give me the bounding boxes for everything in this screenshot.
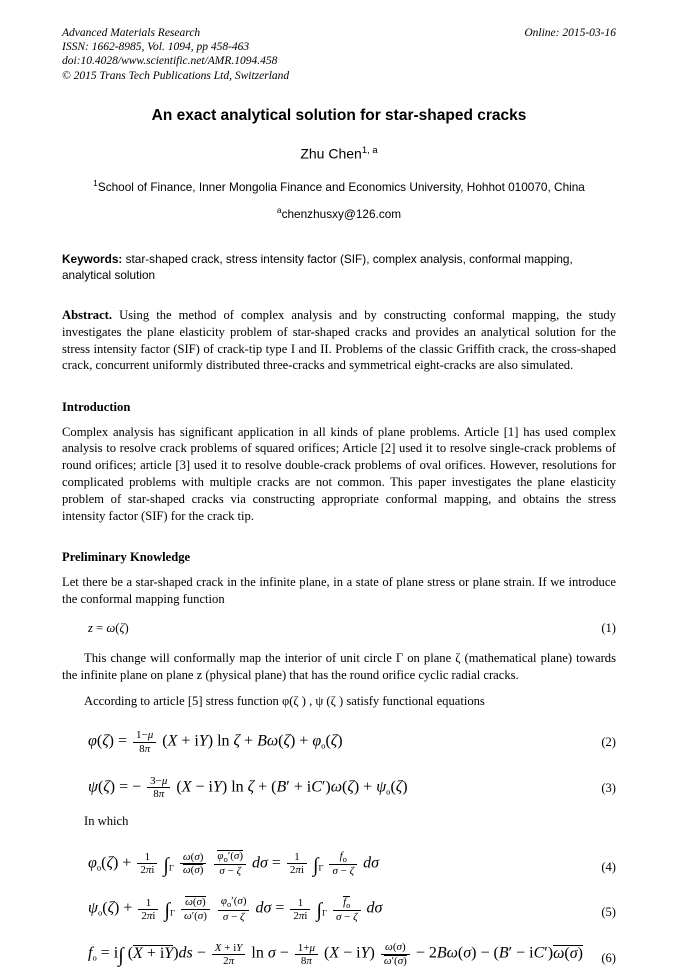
equation-1-row [62,621,616,641]
equation-5-number: (5) [601,905,616,920]
equation-5-row [62,895,616,923]
section-heading-introduction: Introduction [62,399,131,414]
preliminary-paragraph: Let there be a star-shaped crack in the infinite plane, in a state of plane stress or plane strain. If we introduce the conformal mapping function [62,575,616,607]
section-heading-preliminary: Preliminary Knowledge [62,550,191,565]
paragraph-after-eq1-a: This change will conformally map the interior of unit circle Γ on plane ζ (mathematical plane) towards the infinite plane on plane z (physical plane) that has the round orifice cyclic radial cracks. [62,651,616,682]
online-date: Online: 2015-03-16 [524,27,616,39]
equation-1-body: z = ω(ζ) [88,621,129,636]
equation-2-number: (2) [601,735,616,750]
equation-6-number: (6) [601,951,616,966]
equation-5-body: $\psi_o(\zeta)$ + $\frac{1}{2\pi i}$ $\int_\Gamma$ $\frac{\omega(\sigma)}{\omega'(\sigma)}$ $\frac{\varphi_o'(\sigma)}{\sigma - \zeta}$ dσ = $\frac{1}{2\pi i}$ $\int_\Gamma$ $\frac{f_o}{\sigma - \zeta}$ dσ [88,895,383,924]
journal-name: Advanced Materials Research [62,27,201,39]
author-line [62,145,616,162]
paragraph-after-eq1-b: According to article [5] stress function φ(ζ ) , ψ (ζ ) satisfy functional equations [84,693,485,708]
affiliation-text: School of Finance, Inner Mongolia Finance and Economics University, Hohhot 010070, China [97,180,585,195]
equation-4-row [62,850,616,878]
affiliation-marker: 1 [93,178,98,189]
equation-3-number: (3) [601,781,616,796]
equation-2-row [62,729,616,755]
equation-6-row [62,941,616,967]
abstract-label: Abstract. [62,308,113,323]
keywords-block [62,251,616,283]
equation-4-number: (4) [601,859,616,874]
affiliation-line [62,178,616,194]
equation-2-body: φ(ζ) = $\frac{1-\mu}{8\pi}$ (X + iY) $\ln \zeta + B\omega(\zeta) + \varphi_o(\zeta)$ [88,729,343,755]
introduction-paragraph: Complex analysis has significant application in all kinds of plane problems. Article [1] has used complex analysis to resolve crack problems of squared orifices; Article [2] used it to resolve single-crack problems of round orifices; article [3] used it to resolve double-crack problems of oval orifices. However, resolutions for complicated problems with multiple cracks are not common. This paper investigates the plane elasticity problem of star-shaped cracks via constructing appropriate conformal mapping, and obtains the stress intensity factor (SIF) for the crack tip. [62,424,616,523]
issn-line: ISSN: 1662-8985, Vol. 1094, pp 458-463 [62,41,250,54]
abstract-block [62,307,616,373]
equation-3-row [62,775,616,801]
abstract-text: Using the method of complex analysis and by constructing conformal mapping, the study investigates the plane elasticity problem of star-shaped cracks and provides an analytical solution for the stress intensity factor (SIF) of crack-tip type I and II. Problems of the classic Griffith crack, the cross-shaped crack, concurrent uniformly distributed three-cracks and symmetrical eight-cracks are also simulated. [62,308,616,373]
in-which-text: In which [84,813,129,828]
equation-4-body: $\varphi_o(\zeta)$ + $\frac{1}{2\pi i}$ $\int_\Gamma$ $\frac{\omega(\sigma)}{\omega(\sigma)}$ $\frac{\varphi_o'(\sigma)}{\sigma - \zeta}$ dσ = $\frac{1}{2\pi i}$ $\int_\Gamma$ $\frac{f_o}{\sigma - \zeta}$ dσ [88,849,379,878]
equation-1-number: (1) [601,621,616,636]
email-line [62,205,616,221]
keywords-text: star-shaped crack, stress intensity factor (SIF), complex analysis, conformal mapping, analytical solution [62,252,573,283]
doi-line: doi:10.4028/www.scientific.net/AMR.1094.458 [62,55,278,68]
keywords-label: Keywords: [62,252,123,267]
copyright-line: © 2015 Trans Tech Publications Ltd, Switzerland [62,69,290,82]
email-address: chenzhusxy@126.com [281,207,402,222]
author-name: Zhu Chen [300,145,362,162]
equation-3-body: ψ(ζ) = − $\frac{3-\mu}{8\pi}$ (X − iY) $\ln \zeta + (B' + iC')\omega(\zeta) + \psi_o(\zeta)$ [88,775,408,801]
author-markers: 1, a [361,144,378,156]
page-header [62,26,616,83]
email-marker: a [276,205,282,216]
equation-6-body: $f_o = i\int$ (X + iY)ds − $\frac{X + iY}{2\pi}$ ln σ − $\frac{1+\mu}{8\pi}$ (X − iY) $\frac{\omega(\sigma)}{\omega'(\sigma)}$ − 2Bω(σ) − (B′ − iC′)ω(σ) [88,941,583,967]
page-title: An exact analytical solution for star-shaped cracks [151,106,527,124]
